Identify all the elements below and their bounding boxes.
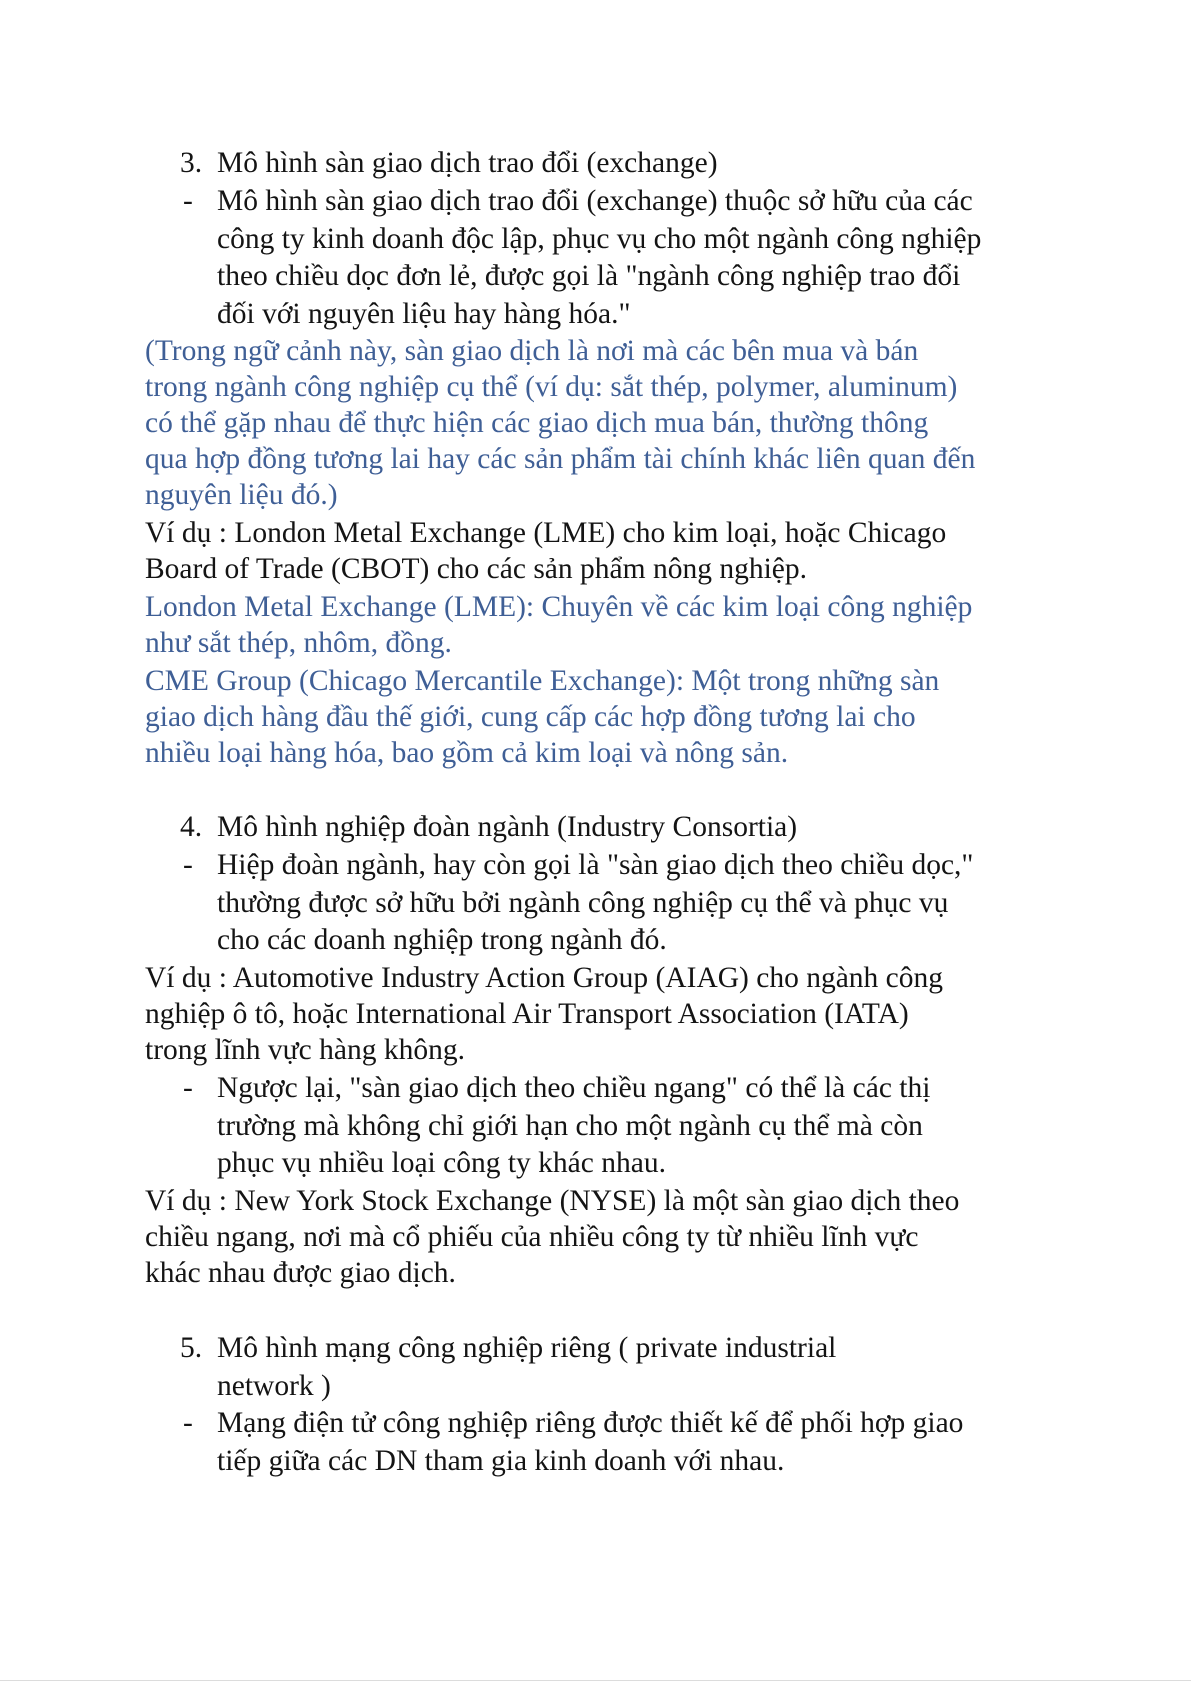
section-3-bullet-line: công ty kinh doanh độc lập, phục vụ cho một ngành công nghiệp — [217, 223, 982, 255]
page-bottom-edge — [0, 1678, 1191, 1685]
section-4-number: 4. — [180, 811, 203, 843]
cme-note-line: CME Group (Chicago Mercantile Exchange): Một trong những sàn — [145, 665, 940, 697]
section-5-title-line: network ) — [217, 1370, 331, 1402]
section-3-note-line: qua hợp đồng tương lai hay các sản phẩm tài chính khác liên quan đến — [145, 443, 976, 475]
section-4-bullet-2-line: Ngược lại, "sàn giao dịch theo chiều ngang" có thể là các thị — [217, 1072, 931, 1104]
section-3-bullet-line: Mô hình sàn giao dịch trao đổi (exchange) thuộc sở hữu của các — [217, 185, 973, 217]
section-3-bullet-line: đối với nguyên liệu hay hàng hóa." — [217, 298, 631, 330]
section-3-title: Mô hình sàn giao dịch trao đổi (exchange) — [217, 147, 718, 179]
section-3-note-line: trong ngành công nghiệp cụ thể (ví dụ: sắt thép, polymer, aluminum) — [145, 371, 958, 403]
section-5-bullet-line: Mạng điện tử công nghiệp riêng được thiết kế để phối hợp giao — [217, 1407, 964, 1439]
section-3-note-line: có thể gặp nhau để thực hiện các giao dịch mua bán, thường thông — [145, 407, 929, 439]
section-3-example-line: Ví dụ : London Metal Exchange (LME) cho kim loại, hoặc Chicago — [145, 517, 947, 549]
section-4-example-1-line: Ví dụ : Automotive Industry Action Group (AIAG) cho ngành công — [145, 962, 944, 994]
section-4-example-1-line: trong lĩnh vực hàng không. — [145, 1034, 465, 1066]
cme-note-line: giao dịch hàng đầu thế giới, cung cấp các hợp đồng tương lai cho — [145, 701, 916, 733]
section-4-bullet-2-line: trường mà không chỉ giới hạn cho một ngành cụ thể mà còn — [217, 1110, 923, 1142]
lme-note-line: như sắt thép, nhôm, đồng. — [145, 627, 452, 659]
section-3-number: 3. — [180, 147, 203, 179]
section-4-bullet-1-line: Hiệp đoàn ngành, hay còn gọi là "sàn giao dịch theo chiều dọc," — [217, 849, 974, 881]
cme-note-line: nhiều loại hàng hóa, bao gồm cả kim loại và nông sản. — [145, 737, 789, 769]
section-4-bullet-2-line: phục vụ nhiều loại công ty khác nhau. — [217, 1147, 666, 1179]
section-5-bullet-line: tiếp giữa các DN tham gia kinh doanh với nhau. — [217, 1445, 785, 1477]
section-4-title: Mô hình nghiệp đoàn ngành (Industry Consortia) — [217, 811, 798, 843]
section-3-bullet-line: theo chiều dọc đơn lẻ, được gọi là "ngành công nghiệp trao đổi — [217, 260, 961, 292]
section-3-example-line: Board of Trade (CBOT) cho các sản phẩm nông nghiệp. — [145, 553, 807, 585]
section-4-example-2-line: khác nhau được giao dịch. — [145, 1257, 456, 1289]
section-5-bullet-marker: - — [183, 1407, 193, 1439]
section-5-number: 5. — [180, 1332, 203, 1364]
section-3-bullet-marker: - — [183, 185, 193, 217]
section-4-example-1-line: nghiệp ô tô, hoặc International Air Transport Association (IATA) — [145, 998, 909, 1030]
section-3-note-line: (Trong ngữ cảnh này, sàn giao dịch là nơi mà các bên mua và bán — [145, 335, 919, 367]
section-4-example-2-line: Ví dụ : New York Stock Exchange (NYSE) là một sàn giao dịch theo — [145, 1185, 960, 1217]
lme-note-line: London Metal Exchange (LME): Chuyên về các kim loại công nghiệp — [145, 591, 973, 623]
section-3-note-line: nguyên liệu đó.) — [145, 479, 338, 511]
section-4-bullet-1-line: cho các doanh nghiệp trong ngành đó. — [217, 924, 667, 956]
section-4-example-2-line: chiều ngang, nơi mà cổ phiếu của nhiều công ty từ nhiều lĩnh vực — [145, 1221, 919, 1253]
section-4-bullet-1-line: thường được sở hữu bởi ngành công nghiệp cụ thể và phục vụ — [217, 887, 949, 919]
section-4-bullet-2-marker: - — [183, 1072, 193, 1104]
section-5-title-line: Mô hình mạng công nghiệp riêng ( private industrial — [217, 1332, 837, 1364]
section-4-bullet-1-marker: - — [183, 849, 193, 881]
